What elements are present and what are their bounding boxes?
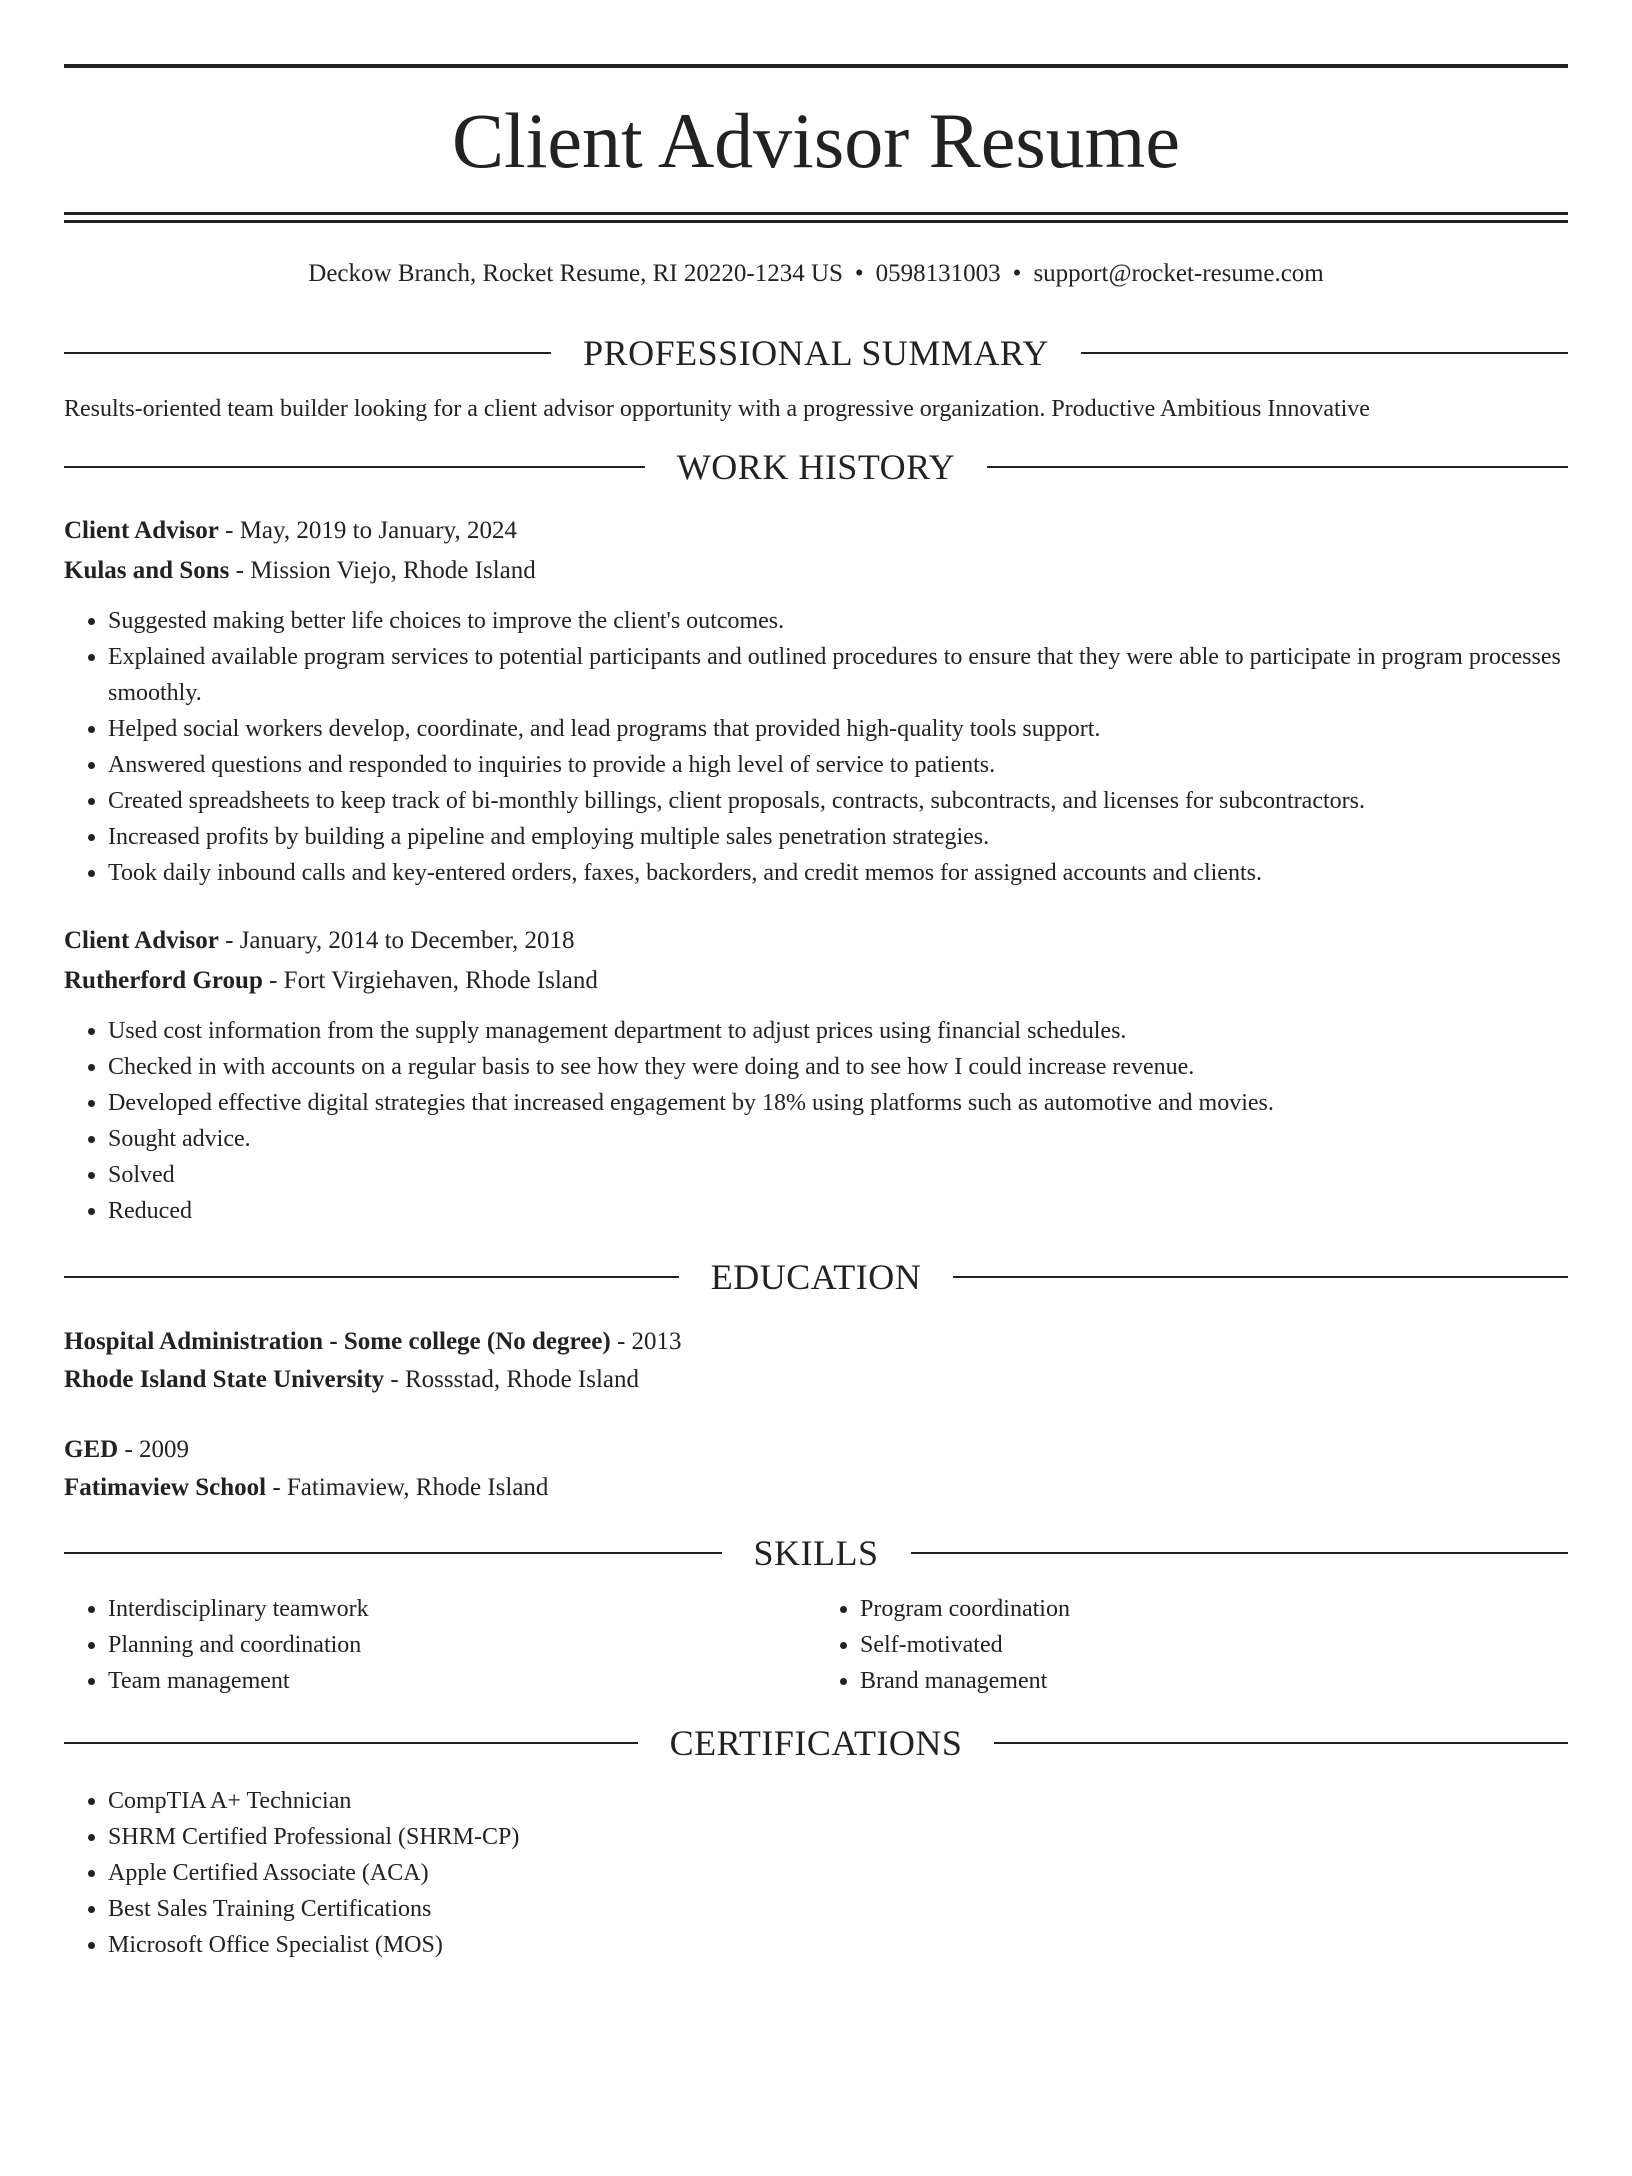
job-company-line — [64, 961, 1568, 1001]
contact-email: support@rocket-resume.com — [1033, 260, 1324, 287]
list-item: • Solved — [108, 1157, 1568, 1193]
education-degree-line — [64, 1431, 1568, 1469]
list-item: • Answered questions and responded to inquiries to provide a high level of service to patients. — [108, 747, 1568, 783]
summary-text: Results-oriented team builder looking for a client advisor opportunity with a progressive organization. Productive Ambitious Innovative — [64, 396, 1370, 422]
contact-line — [64, 257, 1568, 291]
top-rule — [64, 64, 1568, 68]
education-school-line — [64, 1469, 1568, 1507]
list-item: • Reduced — [108, 1193, 1568, 1229]
job-company: Kulas and Sons — [64, 557, 230, 584]
list-item: • Explained available program services to potential participants and outlined procedures to ensure that they were able to participate in program processes smoothly. — [108, 639, 1568, 711]
education-school-line — [64, 1361, 1568, 1399]
section-header-work — [64, 445, 1568, 489]
job-location: - Fort Virgiehaven, Rhode Island — [269, 967, 598, 994]
list-item: • Helped social workers develop, coordinate, and lead programs that provided high-quality tools support. — [108, 711, 1568, 747]
education-degree-line — [64, 1323, 1568, 1361]
job-title-line — [64, 921, 1568, 961]
skill-item: • Brand management — [860, 1663, 1568, 1699]
section-title-skills: SKILLS — [753, 1533, 879, 1573]
divider-line — [64, 466, 645, 468]
list-item: • Used cost information from the supply management department to adjust prices using financial schedules. — [108, 1013, 1568, 1049]
list-item: • Developed effective digital strategies that increased engagement by 18% using platforms such as automotive and movies. — [108, 1085, 1568, 1121]
skills-column-left — [64, 1591, 816, 1699]
skills-column-right — [816, 1591, 1568, 1699]
contact-phone: 0598131003 — [875, 260, 1001, 287]
divider-line — [953, 1276, 1568, 1278]
job-location: - Mission Viejo, Rhode Island — [235, 557, 536, 584]
title-double-rule — [64, 212, 1568, 223]
section-header-skills — [64, 1531, 1568, 1575]
job-company: Rutherford Group — [64, 967, 263, 994]
divider-line — [64, 1552, 722, 1554]
education-school: Rhode Island State University — [64, 1366, 385, 1393]
section-header-summary — [64, 331, 1568, 375]
divider-line — [994, 1742, 1568, 1744]
job-entry — [64, 511, 1568, 891]
section-title-certifications: CERTIFICATIONS — [669, 1723, 963, 1763]
list-item: • Took daily inbound calls and key-entered orders, faxes, backorders, and credit memos for assigned accounts and clients. — [108, 855, 1568, 891]
job-dates: - May, 2019 to January, 2024 — [225, 517, 517, 544]
certification-item: • Apple Certified Associate (ACA) — [108, 1855, 1568, 1891]
certification-item: • Microsoft Office Specialist (MOS) — [108, 1927, 1568, 1963]
list-item: • Created spreadsheets to keep track of bi-monthly billings, client proposals, contracts, subcontracts, and licenses for subcontractors. — [108, 783, 1568, 819]
skill-item: • Planning and coordination — [108, 1627, 816, 1663]
skills-list — [64, 1591, 1568, 1699]
contact-separator: • — [1012, 260, 1022, 287]
divider-line — [911, 1552, 1569, 1554]
certification-item: • Best Sales Training Certifications — [108, 1891, 1568, 1927]
education-year: - 2013 — [616, 1328, 682, 1355]
divider-line — [1081, 352, 1568, 354]
skill-item: • Program coordination — [860, 1591, 1568, 1627]
contact-address: Deckow Branch, Rocket Resume, RI 20220-1234 US — [308, 260, 843, 287]
certifications-list — [64, 1783, 1568, 1963]
job-dates: - January, 2014 to December, 2018 — [225, 927, 575, 954]
divider-line — [64, 1742, 638, 1744]
education-degree: GED — [64, 1436, 119, 1463]
section-title-work: WORK HISTORY — [676, 447, 956, 487]
job-entry — [64, 921, 1568, 1229]
certification-item: • SHRM Certified Professional (SHRM-CP) — [108, 1819, 1568, 1855]
contact-separator: • — [854, 260, 864, 287]
list-item: • Suggested making better life choices to improve the client's outcomes. — [108, 603, 1568, 639]
skill-item: • Interdisciplinary teamwork — [108, 1591, 816, 1627]
job-title: Client Advisor — [64, 927, 219, 954]
job-title: Client Advisor — [64, 517, 219, 544]
job-company-line — [64, 551, 1568, 591]
job-title-line — [64, 511, 1568, 551]
section-header-education — [64, 1255, 1568, 1299]
section-header-certifications — [64, 1721, 1568, 1765]
education-entry — [64, 1431, 1568, 1507]
divider-line — [64, 352, 551, 354]
education-location: - Fatimaview, Rhode Island — [272, 1474, 549, 1501]
education-location: - Rossstad, Rhode Island — [390, 1366, 640, 1393]
resume-page — [0, 64, 1632, 2176]
job-bullets — [64, 1013, 1568, 1229]
skill-item: • Self-motivated — [860, 1627, 1568, 1663]
divider-line — [64, 1276, 679, 1278]
list-item: • Sought advice. — [108, 1121, 1568, 1157]
skill-item: • Team management — [108, 1663, 816, 1699]
education-entry — [64, 1323, 1568, 1399]
education-school: Fatimaview School — [64, 1474, 267, 1501]
list-item: • Checked in with accounts on a regular basis to see how they were doing and to see how I could increase revenue. — [108, 1049, 1568, 1085]
divider-line — [987, 466, 1568, 468]
education-degree: Hospital Administration - Some college (No degree) — [64, 1328, 611, 1355]
page-title: Client Advisor Resume — [452, 97, 1180, 184]
list-item: • Increased profits by building a pipeline and employing multiple sales penetration strategies. — [108, 819, 1568, 855]
section-title-summary: PROFESSIONAL SUMMARY — [583, 333, 1049, 373]
section-title-education: EDUCATION — [710, 1257, 922, 1297]
job-bullets — [64, 603, 1568, 891]
education-year: - 2009 — [124, 1436, 190, 1463]
certification-item: • CompTIA A+ Technician — [108, 1783, 1568, 1819]
